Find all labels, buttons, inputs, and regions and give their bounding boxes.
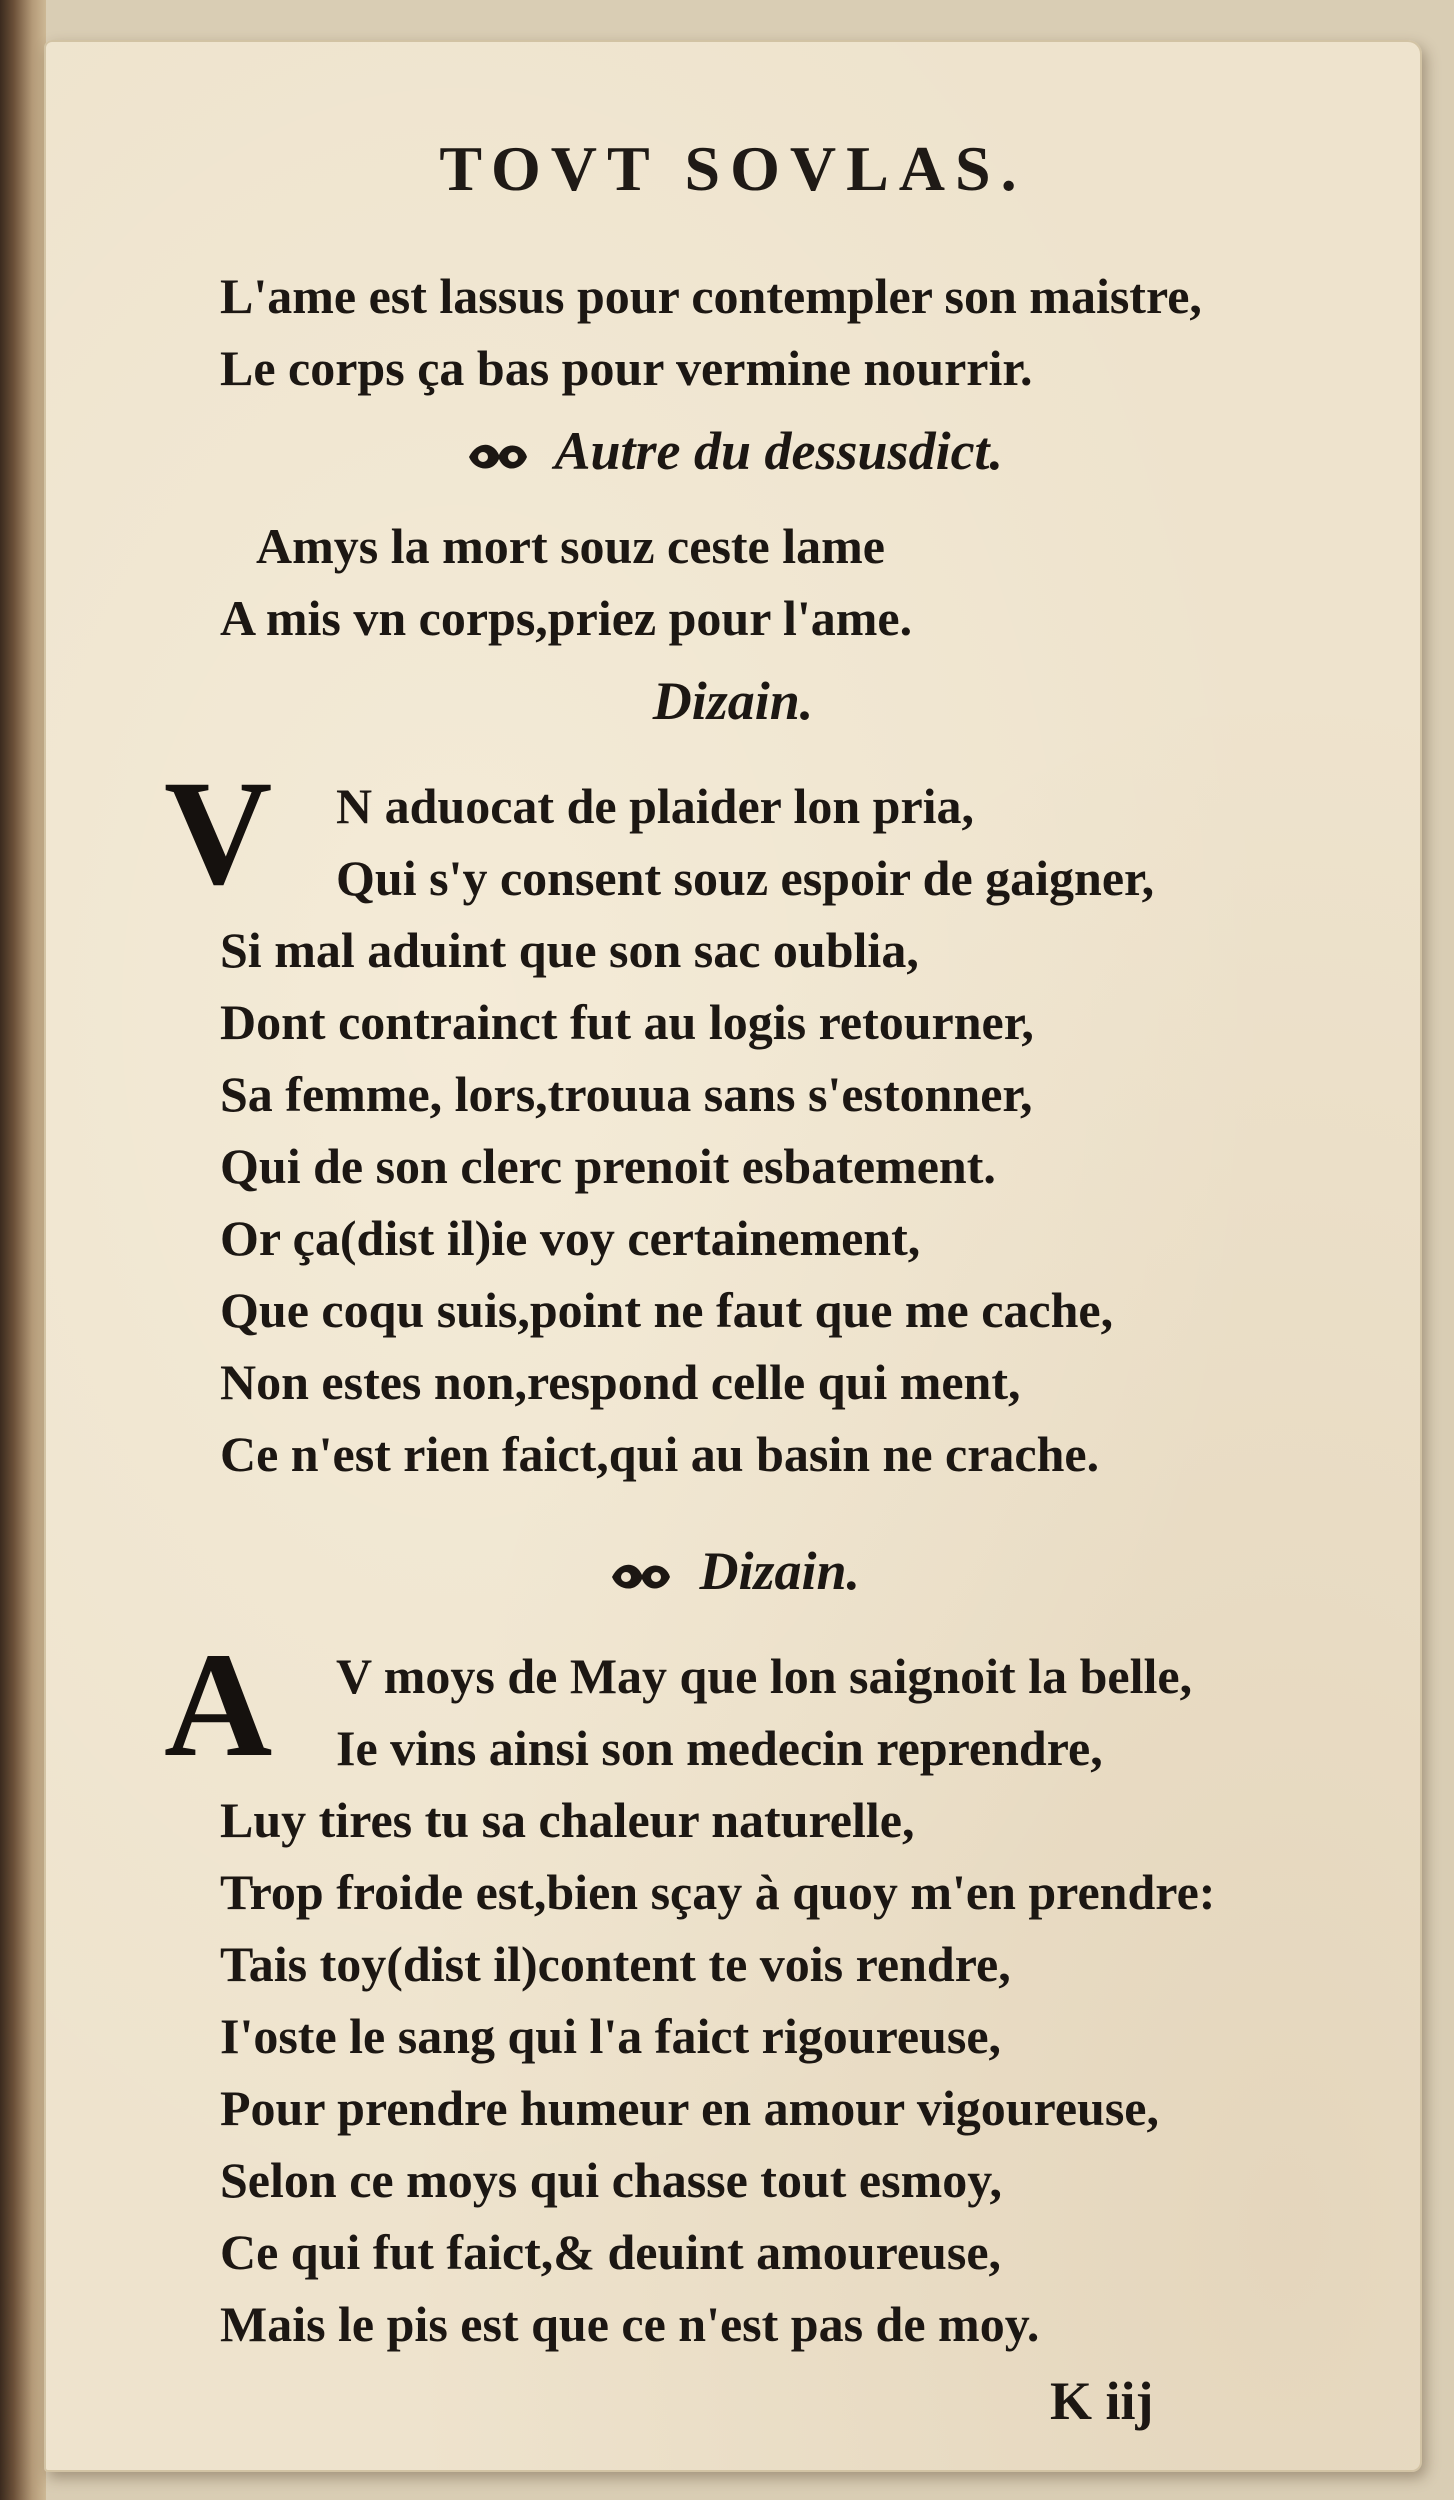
text-line: Que coqu suis,point ne faut que me cache, bbox=[220, 1282, 1114, 1338]
epitaph-lines bbox=[220, 510, 1426, 654]
text-line: Sa femme, lors,trouua sans s'estonner, bbox=[220, 1066, 1033, 1122]
text-line: Si mal aduint que son sac oublia, bbox=[220, 922, 919, 978]
stanza-top bbox=[220, 260, 1390, 404]
text-line: Mais le pis est que ce n'est pas de moy. bbox=[220, 2296, 1040, 2352]
text-line: Le corps ça bas pour vermine nourrir. bbox=[220, 340, 1033, 396]
text-line: I'oste le sang qui l'a faict rigoureuse, bbox=[220, 2008, 1002, 2064]
fleuron-icon bbox=[463, 435, 533, 479]
drop-cap-v: V bbox=[164, 750, 273, 916]
text-line: Dont contrainct fut au logis retourner, bbox=[220, 994, 1034, 1050]
text-line: Tais toy(dist il)content te vois rendre, bbox=[220, 1936, 1011, 1992]
section-title-text: Dizain. bbox=[699, 1541, 861, 1601]
section-title-dizain-1: Dizain. bbox=[652, 671, 814, 731]
drop-cap-a: A bbox=[164, 1622, 273, 1788]
running-head: TOVT SOVLAS. bbox=[439, 133, 1027, 204]
section-title-text: Autre du dessusdict. bbox=[554, 421, 1004, 481]
fleuron-icon bbox=[606, 1555, 676, 1599]
section-title-epitaph bbox=[44, 420, 1422, 482]
text-line: Qui s'y consent souz espoir de gaigner, bbox=[336, 850, 1155, 906]
text-line: Amys la mort souz ceste lame bbox=[256, 518, 885, 574]
text-line: V moys de May que lon saignoit la belle, bbox=[336, 1648, 1193, 1704]
section-title-dizain-2 bbox=[44, 1540, 1422, 1602]
book-spine bbox=[0, 0, 46, 2500]
signature-mark: K iij bbox=[1050, 2371, 1154, 2431]
text-line: L'ame est lassus pour contempler son maistre, bbox=[220, 268, 1202, 324]
dizain-2-lines bbox=[220, 1640, 1390, 2360]
book-page bbox=[44, 40, 1422, 2472]
text-line: Trop froide est,bien sçay à quoy m'en prendre: bbox=[220, 1864, 1216, 1920]
text-line: Qui de son clerc prenoit esbatement. bbox=[220, 1138, 996, 1194]
text-line: A mis vn corps,priez pour l'ame. bbox=[220, 590, 913, 646]
text-line: Selon ce moys qui chasse tout esmoy, bbox=[220, 2152, 1002, 2208]
text-line: Ce n'est rien faict,qui au basin ne crache. bbox=[220, 1426, 1100, 1482]
text-line: Pour prendre humeur en amour vigoureuse, bbox=[220, 2080, 1159, 2136]
text-line: Luy tires tu sa chaleur naturelle, bbox=[220, 1792, 915, 1848]
text-line: Ce qui fut faict,& deuint amoureuse, bbox=[220, 2224, 1002, 2280]
text-line: Or ça(dist il)ie voy certainement, bbox=[220, 1210, 921, 1266]
text-line: Non estes non,respond celle qui ment, bbox=[220, 1354, 1021, 1410]
text-line: Ie vins ainsi son medecin reprendre, bbox=[336, 1720, 1103, 1776]
dizain-1-lines bbox=[220, 770, 1390, 1490]
text-line: N aduocat de plaider lon pria, bbox=[336, 778, 975, 834]
